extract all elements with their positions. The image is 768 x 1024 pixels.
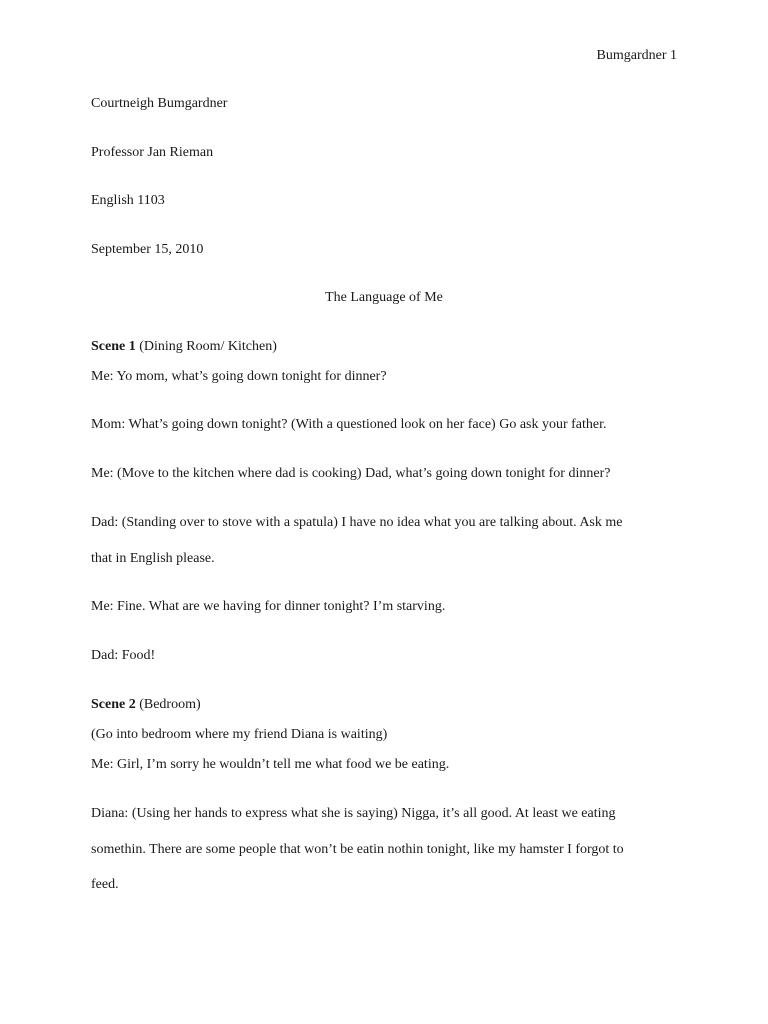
dialogue-line: somethin. There are some people that won’t be eatin nothin tonight, like my hamster I forgot to bbox=[91, 842, 624, 857]
dialogue-line: that in English please. bbox=[91, 551, 215, 566]
scene-2-heading bbox=[91, 696, 201, 714]
essay-title: The Language of Me bbox=[325, 290, 443, 305]
dialogue-line: Me: (Move to the kitchen where dad is cooking) Dad, what’s going down tonight for dinner? bbox=[91, 466, 611, 481]
author-name: Courtneigh Bumgardner bbox=[91, 96, 228, 111]
scene-1-setting: (Dining Room/ Kitchen) bbox=[135, 339, 277, 354]
dialogue-line: Me: Yo mom, what’s going down tonight for dinner? bbox=[91, 369, 387, 384]
scene-1-label: Scene 1 bbox=[91, 339, 136, 354]
professor-name: Professor Jan Rieman bbox=[91, 145, 214, 160]
date: September 15, 2010 bbox=[91, 242, 204, 257]
dialogue-line: (Go into bedroom where my friend Diana is waiting) bbox=[91, 727, 388, 742]
dialogue-line: Mom: What’s going down tonight? (With a questioned look on her face) Go ask your father. bbox=[91, 417, 607, 432]
dialogue-line: Diana: (Using her hands to express what she is saying) Nigga, it’s all good. At least we eating bbox=[91, 806, 616, 821]
dialogue-line: Me: Fine. What are we having for dinner tonight? I’m starving. bbox=[91, 599, 446, 614]
scene-2-label: Scene 2 bbox=[91, 697, 136, 712]
scene-1-heading bbox=[91, 338, 277, 356]
dialogue-line: Dad: (Standing over to stove with a spatula) I have no idea what you are talking about. Ask me bbox=[91, 515, 623, 530]
running-head: Bumgardner 1 bbox=[596, 48, 677, 63]
dialogue-line: Dad: Food! bbox=[91, 648, 156, 663]
course-name: English 1103 bbox=[91, 193, 165, 208]
dialogue-line: feed. bbox=[91, 877, 119, 892]
dialogue-line: Me: Girl, I’m sorry he wouldn’t tell me what food we be eating. bbox=[91, 757, 450, 772]
scene-2-setting: (Bedroom) bbox=[135, 697, 201, 712]
